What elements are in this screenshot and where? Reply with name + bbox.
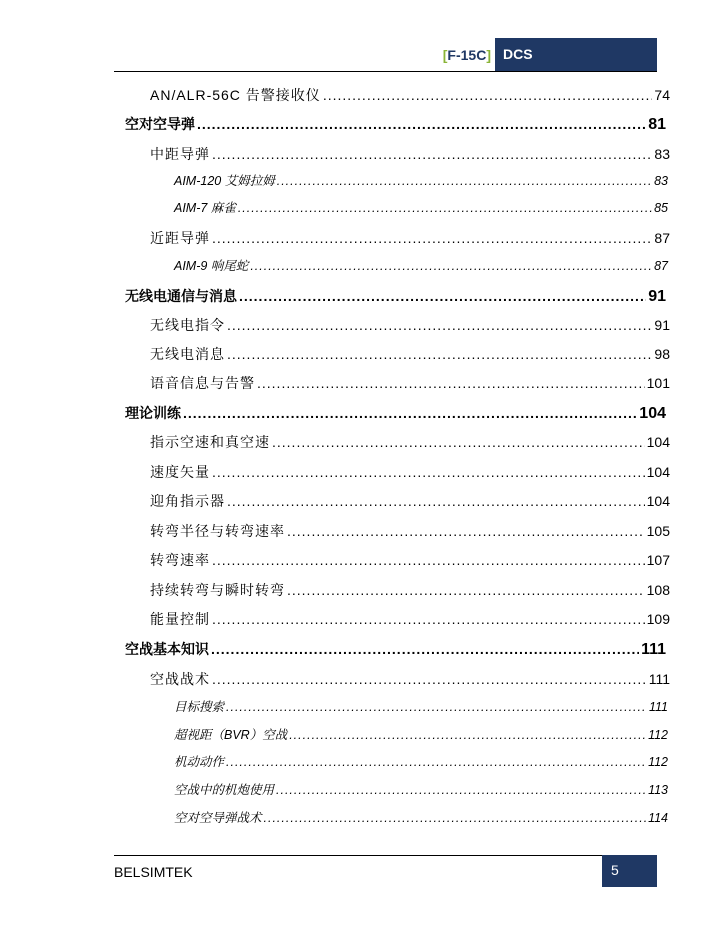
toc-dot-leader (227, 488, 645, 514)
toc-dot-leader (277, 168, 652, 194)
toc-entry-page: 105 (646, 523, 670, 539)
toc-entry-title: 空对空导弹 (125, 116, 195, 132)
toc-entry-page: 87 (654, 259, 668, 273)
toc-entry-title: AIM-120 艾姆拉姆 (174, 174, 275, 188)
toc-entry-title: 迎角指示器 (150, 493, 225, 509)
toc-entry-title: 空战中的机炮使用 (174, 783, 275, 797)
toc-dot-leader (276, 777, 646, 803)
toc-entry[interactable] (150, 666, 670, 692)
toc-entry[interactable] (150, 547, 670, 573)
toc-entry-title: 能量控制 (150, 611, 210, 627)
toc-entry-page: 85 (654, 201, 668, 215)
toc-entry[interactable] (150, 518, 670, 544)
toc-entry[interactable] (125, 400, 666, 426)
toc-entry-title: 无线电指令 (150, 317, 225, 333)
toc-dot-leader (226, 694, 647, 720)
toc-entry-page: 108 (646, 582, 670, 598)
toc-entry[interactable] (174, 195, 668, 221)
toc-dot-leader (287, 518, 645, 544)
toc-entry-title: 转弯速率 (150, 552, 210, 568)
toc-entry[interactable] (150, 341, 670, 367)
toc-entry-page: 98 (654, 346, 670, 362)
toc-entry-page: 112 (648, 728, 668, 742)
toc-entry-page: 114 (648, 811, 668, 825)
page-number: 5 (602, 855, 657, 887)
toc-entry[interactable] (150, 606, 670, 632)
toc-entry-title: 空战基本知识 (125, 641, 209, 657)
toc-dot-leader (239, 283, 646, 309)
toc-entry-title: 近距导弹 (150, 230, 210, 246)
toc-entry-title: 目标搜索 (174, 700, 225, 714)
toc-entry[interactable] (150, 141, 670, 167)
toc-entry-title: 转弯半径与转弯速率 (150, 523, 285, 539)
toc-entry[interactable] (125, 283, 666, 309)
toc-dot-leader (250, 253, 652, 279)
toc-entry-page: 109 (646, 611, 670, 627)
toc-entry[interactable] (150, 459, 670, 485)
toc-entry-title: 无线电通信与消息 (125, 288, 237, 304)
footer-divider (114, 855, 657, 856)
toc-entry[interactable] (174, 694, 668, 720)
toc-entry-page: 81 (648, 116, 666, 133)
toc-entry[interactable] (150, 82, 670, 108)
product-code: F-15C (447, 47, 487, 63)
toc-dot-leader (212, 459, 645, 485)
toc-entry-page: 91 (654, 317, 670, 333)
toc-entry[interactable] (150, 312, 670, 338)
toc-dot-leader (227, 312, 652, 338)
toc-dot-leader (264, 805, 647, 831)
toc-entry[interactable] (174, 749, 668, 775)
toc-entry[interactable] (150, 577, 670, 603)
toc-entry-title: 理论训练 (125, 405, 181, 421)
toc-entry-page: 112 (648, 755, 668, 769)
bracket-open: [ (442, 47, 448, 63)
toc-entry-page: 111 (648, 671, 670, 687)
toc-entry-page: 104 (646, 493, 670, 509)
toc-entry-page: 104 (646, 464, 670, 480)
toc-entry-title: 语音信息与告警 (150, 375, 255, 391)
toc-entry-title: 持续转弯与瞬时转弯 (150, 582, 285, 598)
product-title (443, 47, 491, 63)
toc-entry[interactable] (174, 777, 668, 803)
toc-dot-leader (212, 141, 652, 167)
toc-dot-leader (212, 547, 645, 573)
toc-entry[interactable] (174, 168, 668, 194)
toc-entry-page: 107 (646, 552, 670, 568)
toc-entry[interactable] (125, 636, 666, 662)
toc-entry-title: 空对空导弹战术 (174, 811, 262, 825)
toc-entry-title: AIM-7 麻雀 (174, 201, 236, 215)
bracket-close: ] (486, 47, 491, 63)
toc-entry-title: AIM-9 响尾蛇 (174, 259, 249, 273)
toc-entry-title: 超视距（BVR）空战 (174, 728, 288, 742)
toc-entry[interactable] (125, 111, 666, 137)
toc-dot-leader (211, 636, 639, 662)
section-label: DCS (495, 38, 657, 71)
publisher-name: BELSIMTEK (114, 864, 193, 880)
toc-entry-title: 指示空速和真空速 (150, 434, 270, 450)
page-footer (114, 855, 657, 887)
toc-entry-title: AN/ALR-56C 告警接收仪 (150, 87, 321, 103)
toc-entry[interactable] (174, 722, 668, 748)
toc-dot-leader (287, 577, 645, 603)
toc-dot-leader (183, 400, 637, 426)
toc-dot-leader (227, 341, 652, 367)
toc-entry[interactable] (150, 429, 670, 455)
toc-dot-leader (212, 606, 645, 632)
toc-dot-leader (272, 429, 645, 455)
toc-entry-page: 83 (654, 146, 670, 162)
toc-entry-page: 101 (646, 375, 670, 391)
toc-entry-page: 87 (654, 230, 670, 246)
toc-entry-page: 91 (648, 288, 666, 305)
toc-entry[interactable] (150, 370, 670, 396)
header-divider (114, 71, 657, 72)
toc-dot-leader (212, 666, 647, 692)
toc-dot-leader (238, 195, 652, 221)
toc-dot-leader (197, 111, 646, 137)
toc-entry[interactable] (174, 805, 668, 831)
toc-entry-title: 无线电消息 (150, 346, 225, 362)
toc-dot-leader (257, 370, 645, 396)
toc-entry-page: 111 (641, 641, 666, 658)
toc-dot-leader (289, 722, 646, 748)
toc-entry[interactable] (174, 253, 668, 279)
toc-entry-page: 113 (648, 783, 668, 797)
toc-entry-page: 104 (639, 405, 666, 422)
toc-dot-leader (212, 225, 652, 251)
toc-entry-page: 74 (654, 87, 670, 103)
toc-entry-title: 速度矢量 (150, 464, 210, 480)
toc-dot-leader (323, 82, 653, 108)
toc-entry-title: 机动动作 (174, 755, 225, 769)
toc-entry[interactable] (150, 488, 670, 514)
toc-entry-page: 104 (646, 434, 670, 450)
toc-entry-page: 83 (654, 174, 668, 188)
toc-entry[interactable] (150, 225, 670, 251)
toc-entry-title: 中距导弹 (150, 146, 210, 162)
toc-dot-leader (226, 749, 646, 775)
toc-entry-page: 111 (648, 700, 668, 714)
page-header (114, 38, 657, 72)
toc-entry-title: 空战战术 (150, 671, 210, 687)
